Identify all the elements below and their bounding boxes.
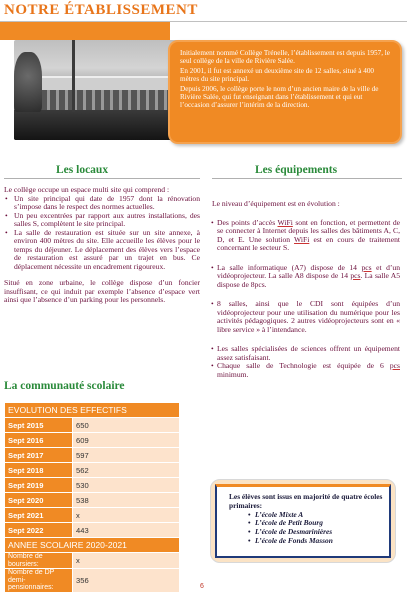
text-run: et d’un vidéoprojecteur. La salle A8 dispose de 14 xyxy=(217,262,400,280)
row-value: x xyxy=(73,553,180,569)
table-row xyxy=(5,569,180,593)
list-item: • La salle de restauration est située sur un site annexe, à environ 400 mètres du site. Elle accueille les élèves pour le temps du déjeuner. Le déplacement des élèves vers l’espace de restauration est assuré par un trajet en bus. Ce déplacement nécessite un encadrement rigoureux. xyxy=(4,229,200,272)
schools-box-inner xyxy=(215,484,391,558)
photo-roof xyxy=(34,76,174,90)
equipements-lead: Le niveau d’équipement est en évolution : xyxy=(212,199,340,208)
photo-wall xyxy=(32,90,182,110)
table-row xyxy=(5,463,180,478)
locaux-lead: Le collège occupe un espace multi site qui comprend : xyxy=(4,185,170,194)
pcs-term: pcs xyxy=(361,262,372,272)
text-run: Des points d’accès xyxy=(217,217,278,227)
list-item: • Un site principal qui date de 1957 dont la rénovation s’impose dans le respect des normes actuelles. xyxy=(4,195,200,212)
list-item: • Un peu excentrées par rapport aux autres installations, des salles S, complètent le site principal. xyxy=(4,212,200,229)
row-label: Sept 2021 xyxy=(5,508,73,523)
locaux-list xyxy=(4,195,200,272)
row-value: 562 xyxy=(73,463,180,478)
text-run: minimum. xyxy=(217,369,249,379)
page-title: NOTRE ÉTABLISSEMENT xyxy=(0,0,407,22)
text-run: La salle informatique (A7) dispose de 14 xyxy=(217,262,362,272)
intro-paragraph: Depuis 2006, le collège porte le nom d’un ancien maire de la ville de Rivière Salée, qui fut enseignant dans l’établissement et qui eut l’occasion d’assurer l’intérim de la direction. xyxy=(180,84,379,110)
table-row xyxy=(5,448,180,463)
text-run: sont en fonction, et permettent de se connecter à Internet depuis les salles des bâtiments A, C, D, et E. Une solution xyxy=(217,217,400,244)
list-item: • L’école de Desmarinières xyxy=(229,528,383,537)
wifi-term: WiFi xyxy=(294,234,310,244)
photo-tree xyxy=(14,52,42,112)
page-number: 6 xyxy=(200,583,204,590)
wifi-term: WiFi xyxy=(277,217,293,227)
locaux-section xyxy=(4,186,200,305)
row-label: Sept 2022 xyxy=(5,523,73,538)
schools-title: Les élèves sont issus en majorité de quatre écoles primaires: xyxy=(229,492,383,510)
table-row xyxy=(5,508,180,523)
text-run: est en cours de traitement concernant le secteur S. xyxy=(217,234,400,252)
row-label: Nombre de boursiers: xyxy=(5,553,73,569)
row-label: Nombre de DP demi-pensionnaires: xyxy=(5,569,73,593)
row-value: 356 xyxy=(73,569,180,593)
table-title: EVOLUTION DES EFFECTIFS xyxy=(5,403,180,418)
row-label: Sept 2018 xyxy=(5,463,73,478)
equipements-section xyxy=(212,200,400,379)
row-value: 443 xyxy=(73,523,180,538)
schools-box xyxy=(210,479,396,563)
pcs-term: pcs xyxy=(389,361,400,370)
divider xyxy=(212,178,402,179)
list-item: • L’école de Fonds Masson xyxy=(229,537,383,546)
header-accent-bar xyxy=(0,22,170,40)
table-row xyxy=(5,478,180,493)
list-item: • L’école de Petit Bourg xyxy=(229,519,383,528)
row-label: Sept 2017 xyxy=(5,448,73,463)
table-row xyxy=(5,418,180,433)
intro-paragraph: En 2001, il fut est annexé un deuxième site de 12 salles, situé à 400 mètres du site principal. xyxy=(180,66,375,84)
heading-equipements: Les équipements xyxy=(255,164,338,176)
pcs-term: pcs xyxy=(350,271,361,280)
row-label: Sept 2015 xyxy=(5,418,73,433)
table-row xyxy=(5,493,180,508)
table-row xyxy=(5,433,180,448)
table-row xyxy=(5,403,180,418)
list-item xyxy=(212,264,400,290)
intro-paragraph: Initialement nommé Collège Trénelle, l’établissement est depuis 1957, le seul collège de la ville de Rivière Salée. xyxy=(180,49,390,66)
schools-list xyxy=(229,511,383,546)
table-row xyxy=(5,538,180,553)
row-value: 530 xyxy=(73,478,180,493)
list-item: • Les salles spécialisées de sciences offrent un équipement assez satisfaisant. xyxy=(212,345,400,362)
row-value: 597 xyxy=(73,448,180,463)
row-label: Sept 2020 xyxy=(5,493,73,508)
row-label: Sept 2016 xyxy=(5,433,73,448)
list-item xyxy=(212,219,400,253)
list-item: • 8 salles, ainsi que le CDI sont équipées d’un vidéoprojecteur pour une utilisation du numérique pour les activités pédagogiques. 2 autres vidéoprojecteurs sont en « libre service » à l’intendance. xyxy=(212,300,400,334)
heading-communaute: La communauté scolaire xyxy=(4,380,125,392)
row-value: 538 xyxy=(73,493,180,508)
row-label: Sept 2019 xyxy=(5,478,73,493)
list-item: • L’école Mixte A xyxy=(229,511,383,520)
table-subtitle: ANNEE SCOLAIRE 2020-2021 xyxy=(5,538,180,553)
photo-ground xyxy=(14,110,184,140)
row-value: 609 xyxy=(73,433,180,448)
row-value: 650 xyxy=(73,418,180,433)
locaux-paragraph: Situé en zone urbaine, le collège dispose d’un foncier insuffisant, ce qui induit par exemple l’absence d’espace vert ainsi que l’absence d’un parking pour les personnels. xyxy=(4,278,200,304)
heading-locaux: Les locaux xyxy=(56,164,109,176)
table-row xyxy=(5,523,180,538)
enrollment-table xyxy=(4,402,180,593)
school-photo xyxy=(14,40,184,140)
intro-box xyxy=(168,40,402,144)
text-run: Chaque salle de Technologie est équipée de 6 xyxy=(217,361,390,370)
table-row xyxy=(5,553,180,569)
row-value: x xyxy=(73,508,180,523)
photo-pole xyxy=(72,40,75,112)
divider xyxy=(4,178,200,179)
list-item xyxy=(212,362,400,379)
text-run: . La salle A5 dispose de 8pcs. xyxy=(217,271,401,289)
